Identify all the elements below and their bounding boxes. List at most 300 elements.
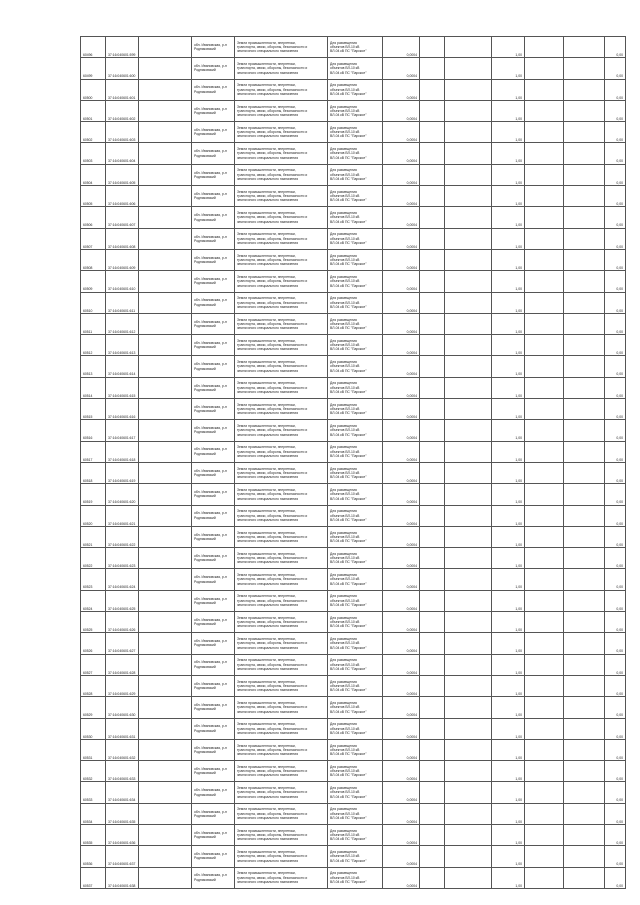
cadastral-number-cell: 37:16:040601:600 <box>106 58 139 79</box>
land-category-cell-line: Земли промышленности, энергетики, <box>237 211 296 216</box>
empty-cell <box>139 399 192 420</box>
land-category-cell-line: земли иного специального назначения <box>237 113 299 118</box>
area-cell: 0,0004 <box>383 441 420 462</box>
location-cell-line: Родниковский <box>194 494 216 499</box>
cadastral-number-cell: 37:16:040601:609 <box>106 249 139 270</box>
share-cell: 1,00 <box>492 824 525 845</box>
location-cell-line: обл. Ивановская, р-н <box>194 575 227 580</box>
location-cell-line: обл. Ивановская, р-н <box>194 745 227 750</box>
land-category-cell-line: Земли промышленности, энергетики, <box>237 551 296 556</box>
empty-cell <box>139 867 192 888</box>
land-category-cell-line: земли иного специального назначения <box>237 134 299 139</box>
empty-cell <box>564 761 605 782</box>
empty-cell <box>139 697 192 718</box>
location-cell-line: Родниковский <box>194 579 216 584</box>
permitted-use-cell-line: ВЛ-04 кВ ПС "Парское" <box>330 155 367 160</box>
total-cell: 0,00 <box>605 143 626 164</box>
permitted-use-cell <box>328 505 383 526</box>
location-cell-line: Родниковский <box>194 835 216 840</box>
location-cell-line: Родниковский <box>194 771 216 776</box>
land-category-cell <box>235 654 328 675</box>
permitted-use-cell-line: ВЛ-04 кВ ПС "Парское" <box>330 688 367 693</box>
permitted-use-cell-line: Для размещения <box>330 594 357 599</box>
permitted-use-cell-line: ВЛ-04 кВ ПС "Парское" <box>330 240 367 245</box>
cadastral-number-cell: 37:16:040601:612 <box>106 313 139 334</box>
record-id-cell: 60517 <box>81 441 106 462</box>
permitted-use-cell-line: ВЛ-04 кВ ПС "Парское" <box>330 432 367 437</box>
empty-cell <box>564 824 605 845</box>
permitted-use-cell-line: объектов ВЛ-10 кВ <box>330 300 360 305</box>
location-cell <box>192 505 235 526</box>
empty-cell <box>139 143 192 164</box>
land-category-cell-line: земли иного специального назначения <box>237 666 299 671</box>
empty-cell <box>139 164 192 185</box>
share-cell: 1,00 <box>492 356 525 377</box>
land-category-cell-line: транспорта, связи, обороны, безопасности и <box>237 151 308 156</box>
land-category-cell-line: Земли промышленности, энергетики, <box>237 743 296 748</box>
registry-body <box>81 37 626 889</box>
permitted-use-cell-line: объектов ВЛ-10 кВ <box>330 364 360 369</box>
land-category-cell-line: транспорта, связи, обороны, безопасности и <box>237 130 308 135</box>
area-cell: 0,0004 <box>383 377 420 398</box>
total-cell: 0,00 <box>605 271 626 292</box>
area-cell: 0,0004 <box>383 505 420 526</box>
empty-cell <box>139 569 192 590</box>
permitted-use-cell-line: объектов ВЛ-10 кВ <box>330 194 360 199</box>
location-cell-line: обл. Ивановская, р-н <box>194 639 227 644</box>
land-category-cell-line: земли иного специального назначения <box>237 752 299 757</box>
land-category-cell-line: транспорта, связи, обороны, безопасности и <box>237 769 308 774</box>
location-cell-line: Родниковский <box>194 686 216 691</box>
land-category-cell-line: земли иного специального назначения <box>237 645 299 650</box>
total-cell: 0,00 <box>605 803 626 824</box>
share-cell: 1,00 <box>492 441 525 462</box>
land-category-cell <box>235 228 328 249</box>
empty-cell <box>139 654 192 675</box>
permitted-use-cell-line: ВЛ-04 кВ ПС "Парское" <box>330 411 367 416</box>
land-category-cell <box>235 79 328 100</box>
land-category-cell-line: транспорта, связи, обороны, безопасности и <box>237 620 308 625</box>
location-cell <box>192 100 235 121</box>
empty-cell <box>525 377 564 398</box>
permitted-use-cell-line: объектов ВЛ-10 кВ <box>330 662 360 667</box>
empty-cell <box>525 399 564 420</box>
permitted-use-cell-line: объектов ВЛ-10 кВ <box>330 683 360 688</box>
permitted-use-cell-line: объектов ВЛ-10 кВ <box>330 470 360 475</box>
share-cell: 1,00 <box>492 420 525 441</box>
land-category-cell-line: транспорта, связи, обороны, безопасности и <box>237 300 308 305</box>
empty-cell <box>139 548 192 569</box>
table-row <box>81 718 626 739</box>
empty-cell <box>139 420 192 441</box>
location-cell-line: Родниковский <box>194 281 216 286</box>
land-category-cell-line: транспорта, связи, обороны, безопасности и <box>237 811 308 816</box>
record-id-cell: 60503 <box>81 143 106 164</box>
location-cell-line: обл. Ивановская, р-н <box>194 617 227 622</box>
land-category-cell <box>235 590 328 611</box>
location-cell-line: Родниковский <box>194 409 216 414</box>
empty-cell <box>139 612 192 633</box>
permitted-use-cell-line: Для размещения <box>330 445 357 450</box>
empty-cell <box>564 675 605 696</box>
share-cell: 1,00 <box>492 718 525 739</box>
area-cell: 0,0004 <box>383 569 420 590</box>
land-category-cell-line: Земли промышленности, энергетики, <box>237 615 296 620</box>
share-cell: 1,00 <box>492 377 525 398</box>
share-cell: 1,00 <box>492 633 525 654</box>
empty-cell <box>525 441 564 462</box>
land-category-cell-line: земли иного специального назначения <box>237 517 299 522</box>
empty-cell <box>525 590 564 611</box>
record-id-cell: 60526 <box>81 633 106 654</box>
area-cell: 0,0004 <box>383 143 420 164</box>
empty-cell <box>525 271 564 292</box>
location-cell <box>192 739 235 760</box>
permitted-use-cell-line: объектов ВЛ-10 кВ <box>330 534 360 539</box>
permitted-use-cell-line: объектов ВЛ-10 кВ <box>330 108 360 113</box>
permitted-use-cell <box>328 867 383 888</box>
total-cell: 0,00 <box>605 761 626 782</box>
empty-cell <box>525 228 564 249</box>
permitted-use-cell <box>328 313 383 334</box>
empty-cell <box>139 803 192 824</box>
empty-cell <box>139 675 192 696</box>
record-id-cell: 60520 <box>81 505 106 526</box>
empty-cell <box>445 186 492 207</box>
total-cell: 0,00 <box>605 356 626 377</box>
empty-cell <box>445 37 492 58</box>
location-cell <box>192 37 235 58</box>
empty-cell <box>420 697 445 718</box>
area-cell: 0,0004 <box>383 484 420 505</box>
share-cell: 1,00 <box>492 292 525 313</box>
location-cell-line: Родниковский <box>194 664 216 669</box>
empty-cell <box>525 612 564 633</box>
location-cell-line: обл. Ивановская, р-н <box>194 852 227 857</box>
empty-cell <box>564 441 605 462</box>
table-row <box>81 462 626 483</box>
permitted-use-cell <box>328 292 383 313</box>
empty-cell <box>139 718 192 739</box>
empty-cell <box>420 292 445 313</box>
record-id-cell: 60523 <box>81 569 106 590</box>
table-row <box>81 37 626 58</box>
cadastral-number-cell: 37:16:040601:631 <box>106 718 139 739</box>
empty-cell <box>445 526 492 547</box>
land-category-cell-line: земли иного специального назначения <box>237 815 299 820</box>
empty-cell <box>564 271 605 292</box>
empty-cell <box>564 569 605 590</box>
location-cell-line: обл. Ивановская, р-н <box>194 681 227 686</box>
permitted-use-cell-line: объектов ВЛ-10 кВ <box>330 492 360 497</box>
location-cell-line: обл. Ивановская, р-н <box>194 277 227 282</box>
empty-cell <box>525 654 564 675</box>
area-cell: 0,0004 <box>383 271 420 292</box>
location-cell-line: обл. Ивановская, р-н <box>194 447 227 452</box>
land-category-cell-line: Земли промышленности, энергетики, <box>237 530 296 535</box>
land-category-cell-line: земли иного специального назначения <box>237 688 299 693</box>
permitted-use-cell-line: ВЛ-04 кВ ПС "Парское" <box>330 198 367 203</box>
area-cell: 0,0004 <box>383 356 420 377</box>
permitted-use-cell <box>328 782 383 803</box>
share-cell: 1,00 <box>492 249 525 270</box>
empty-cell <box>139 313 192 334</box>
empty-cell <box>139 58 192 79</box>
location-cell-line: Родниковский <box>194 132 216 137</box>
permitted-use-cell-line: Для размещения <box>330 211 357 216</box>
empty-cell <box>525 697 564 718</box>
empty-cell <box>564 697 605 718</box>
land-category-cell-line: земли иного специального назначения <box>237 283 299 288</box>
location-cell-line: обл. Ивановская, р-н <box>194 362 227 367</box>
share-cell: 1,00 <box>492 675 525 696</box>
empty-cell <box>525 803 564 824</box>
empty-cell <box>420 420 445 441</box>
area-cell: 0,0004 <box>383 782 420 803</box>
area-cell: 0,0004 <box>383 548 420 569</box>
permitted-use-cell <box>328 654 383 675</box>
land-category-cell-line: транспорта, связи, обороны, безопасности и <box>237 790 308 795</box>
location-cell-line: Родниковский <box>194 89 216 94</box>
permitted-use-cell-line: объектов ВЛ-10 кВ <box>330 641 360 646</box>
cadastral-number-cell: 37:16:040601:606 <box>106 186 139 207</box>
table-row <box>81 526 626 547</box>
empty-cell <box>445 58 492 79</box>
location-cell <box>192 207 235 228</box>
permitted-use-cell-line: ВЛ-04 кВ ПС "Парское" <box>330 709 367 714</box>
area-cell: 0,0004 <box>383 79 420 100</box>
empty-cell <box>420 824 445 845</box>
empty-cell <box>525 462 564 483</box>
share-cell: 1,00 <box>492 143 525 164</box>
land-category-cell <box>235 526 328 547</box>
land-category-cell-line: Земли промышленности, энергетики, <box>237 402 296 407</box>
empty-cell <box>564 292 605 313</box>
cadastral-number-cell: 37:16:040601:615 <box>106 377 139 398</box>
empty-cell <box>564 356 605 377</box>
empty-cell <box>420 505 445 526</box>
location-cell-line: обл. Ивановская, р-н <box>194 149 227 154</box>
permitted-use-cell <box>328 739 383 760</box>
land-category-cell-line: транспорта, связи, обороны, безопасности и <box>237 449 308 454</box>
area-cell: 0,0004 <box>383 654 420 675</box>
permitted-use-cell-line: ВЛ-04 кВ ПС "Парское" <box>330 858 367 863</box>
empty-cell <box>525 335 564 356</box>
empty-cell <box>564 313 605 334</box>
table-row <box>81 79 626 100</box>
empty-cell <box>139 292 192 313</box>
empty-cell <box>445 633 492 654</box>
permitted-use-cell <box>328 58 383 79</box>
land-category-cell-line: транспорта, связи, обороны, безопасности и <box>237 321 308 326</box>
empty-cell <box>564 420 605 441</box>
permitted-use-cell-line: ВЛ-04 кВ ПС "Парское" <box>330 390 367 395</box>
empty-cell <box>420 718 445 739</box>
cadastral-number-cell: 37:16:040601:614 <box>106 356 139 377</box>
land-category-cell <box>235 548 328 569</box>
share-cell: 1,00 <box>492 207 525 228</box>
cadastral-number-cell: 37:16:040601:624 <box>106 569 139 590</box>
land-registry-table <box>80 36 626 889</box>
permitted-use-cell-line: ВЛ-04 кВ ПС "Парское" <box>330 624 367 629</box>
location-cell-line: Родниковский <box>194 153 216 158</box>
permitted-use-cell-line: Для размещения <box>330 40 357 45</box>
permitted-use-cell <box>328 675 383 696</box>
location-cell-line: Родниковский <box>194 324 216 328</box>
empty-cell <box>420 186 445 207</box>
empty-cell <box>139 782 192 803</box>
location-cell <box>192 186 235 207</box>
empty-cell <box>445 612 492 633</box>
empty-cell <box>420 356 445 377</box>
land-category-cell-line: земли иного специального назначения <box>237 304 299 309</box>
permitted-use-cell-line: Для размещения <box>330 253 357 258</box>
total-cell: 0,00 <box>605 37 626 58</box>
permitted-use-cell-line: ВЛ-04 кВ ПС "Парское" <box>330 879 367 884</box>
total-cell: 0,00 <box>605 654 626 675</box>
empty-cell <box>445 228 492 249</box>
location-cell <box>192 164 235 185</box>
permitted-use-cell-line: Для размещения <box>330 700 357 705</box>
empty-cell <box>139 122 192 143</box>
location-cell-line: обл. Ивановская, р-н <box>194 830 227 835</box>
empty-cell <box>525 313 564 334</box>
empty-cell <box>564 782 605 803</box>
location-cell <box>192 526 235 547</box>
empty-cell <box>525 58 564 79</box>
share-cell: 1,00 <box>492 803 525 824</box>
empty-cell <box>420 675 445 696</box>
location-cell-line: Родниковский <box>194 387 216 392</box>
share-cell: 1,00 <box>492 79 525 100</box>
permitted-use-cell-line: ВЛ-04 кВ ПС "Парское" <box>330 475 367 480</box>
table-row <box>81 143 626 164</box>
land-category-cell-line: земли иного специального назначения <box>237 879 299 884</box>
land-category-cell-line: Земли промышленности, энергетики, <box>237 722 296 727</box>
permitted-use-cell-line: ВЛ-04 кВ ПС "Парское" <box>330 581 367 586</box>
table-row <box>81 590 626 611</box>
permitted-use-cell-line: Для размещения <box>330 679 357 684</box>
land-category-cell-line: Земли промышленности, энергетики, <box>237 62 296 66</box>
permitted-use-cell-line: ВЛ-04 кВ ПС "Парское" <box>330 603 367 608</box>
empty-cell <box>445 590 492 611</box>
land-category-cell-line: транспорта, связи, обороны, безопасности и <box>237 45 308 49</box>
empty-cell <box>564 228 605 249</box>
empty-cell <box>445 675 492 696</box>
empty-cell <box>564 335 605 356</box>
total-cell: 0,00 <box>605 484 626 505</box>
permitted-use-cell-line: ВЛ-04 кВ ПС "Парское" <box>330 219 367 224</box>
empty-cell <box>525 569 564 590</box>
area-cell: 0,0004 <box>383 462 420 483</box>
permitted-use-cell-line: объектов ВЛ-10 кВ <box>330 556 360 561</box>
permitted-use-cell-line: объектов ВЛ-10 кВ <box>330 66 360 71</box>
permitted-use-cell-line: объектов ВЛ-10 кВ <box>330 343 360 348</box>
empty-cell <box>139 590 192 611</box>
permitted-use-cell-line: объектов ВЛ-10 кВ <box>330 854 360 859</box>
area-cell: 0,0004 <box>383 697 420 718</box>
share-cell: 1,00 <box>492 654 525 675</box>
permitted-use-cell <box>328 164 383 185</box>
permitted-use-cell-line: ВЛ-04 кВ ПС "Парское" <box>330 815 367 820</box>
permitted-use-cell <box>328 335 383 356</box>
location-cell <box>192 548 235 569</box>
area-cell: 0,0004 <box>383 122 420 143</box>
table-row <box>81 803 626 824</box>
share-cell: 1,00 <box>492 335 525 356</box>
land-category-cell-line: транспорта, связи, обороны, безопасности и <box>237 108 308 113</box>
area-cell: 0,0004 <box>383 228 420 249</box>
land-category-cell-line: транспорта, связи, обороны, безопасности и <box>237 236 308 241</box>
empty-cell <box>139 79 192 100</box>
area-cell: 0,0004 <box>383 399 420 420</box>
empty-cell <box>420 164 445 185</box>
empty-cell <box>420 846 445 867</box>
empty-cell <box>445 143 492 164</box>
location-cell-line: Родниковский <box>194 515 216 520</box>
land-category-cell <box>235 441 328 462</box>
empty-cell <box>139 228 192 249</box>
table-row <box>81 782 626 803</box>
table-row <box>81 505 626 526</box>
location-cell <box>192 356 235 377</box>
empty-cell <box>445 399 492 420</box>
location-cell-line: обл. Ивановская, р-н <box>194 511 227 516</box>
permitted-use-cell-line: Для размещения <box>330 360 357 365</box>
land-category-cell <box>235 569 328 590</box>
land-category-cell-line: Земли промышленности, энергетики, <box>237 253 296 258</box>
empty-cell <box>420 441 445 462</box>
permitted-use-cell <box>328 186 383 207</box>
table-row <box>81 548 626 569</box>
permitted-use-cell <box>328 803 383 824</box>
cadastral-number-cell: 37:16:040601:616 <box>106 399 139 420</box>
empty-cell <box>445 122 492 143</box>
location-cell <box>192 675 235 696</box>
area-cell: 0,0004 <box>383 761 420 782</box>
permitted-use-cell <box>328 612 383 633</box>
land-category-cell-line: Земли промышленности, энергетики, <box>237 40 296 45</box>
table-row <box>81 313 626 334</box>
empty-cell <box>445 846 492 867</box>
permitted-use-cell-line: Для размещения <box>330 317 357 322</box>
land-category-cell-line: транспорта, связи, обороны, безопасности и <box>237 407 308 412</box>
land-category-cell-line: Земли промышленности, энергетики, <box>237 317 296 322</box>
permitted-use-cell-line: Для размещения <box>330 168 357 173</box>
permitted-use-cell-line: ВЛ-04 кВ ПС "Парское" <box>330 134 367 139</box>
table-row <box>81 739 626 760</box>
cadastral-number-cell: 37:16:040601:621 <box>106 505 139 526</box>
empty-cell <box>420 590 445 611</box>
empty-cell <box>445 335 492 356</box>
land-category-cell <box>235 697 328 718</box>
total-cell: 0,00 <box>605 633 626 654</box>
empty-cell <box>139 207 192 228</box>
land-category-cell <box>235 335 328 356</box>
cadastral-number-cell: 37:16:040601:634 <box>106 782 139 803</box>
permitted-use-cell-line: Для размещения <box>330 232 357 237</box>
permitted-use-cell-line: Для размещения <box>330 147 357 152</box>
land-category-cell-line: земли иного специального назначения <box>237 390 299 395</box>
permitted-use-cell <box>328 548 383 569</box>
land-category-cell-line: транспорта, связи, обороны, безопасности и <box>237 492 308 497</box>
land-category-cell-line: земли иного специального назначения <box>237 177 299 182</box>
empty-cell <box>445 867 492 888</box>
empty-cell <box>564 79 605 100</box>
permitted-use-cell-line: объектов ВЛ-10 кВ <box>330 215 360 220</box>
permitted-use-cell-line: ВЛ-04 кВ ПС "Парское" <box>330 794 367 799</box>
land-category-cell-line: земли иного специального назначения <box>237 858 299 863</box>
